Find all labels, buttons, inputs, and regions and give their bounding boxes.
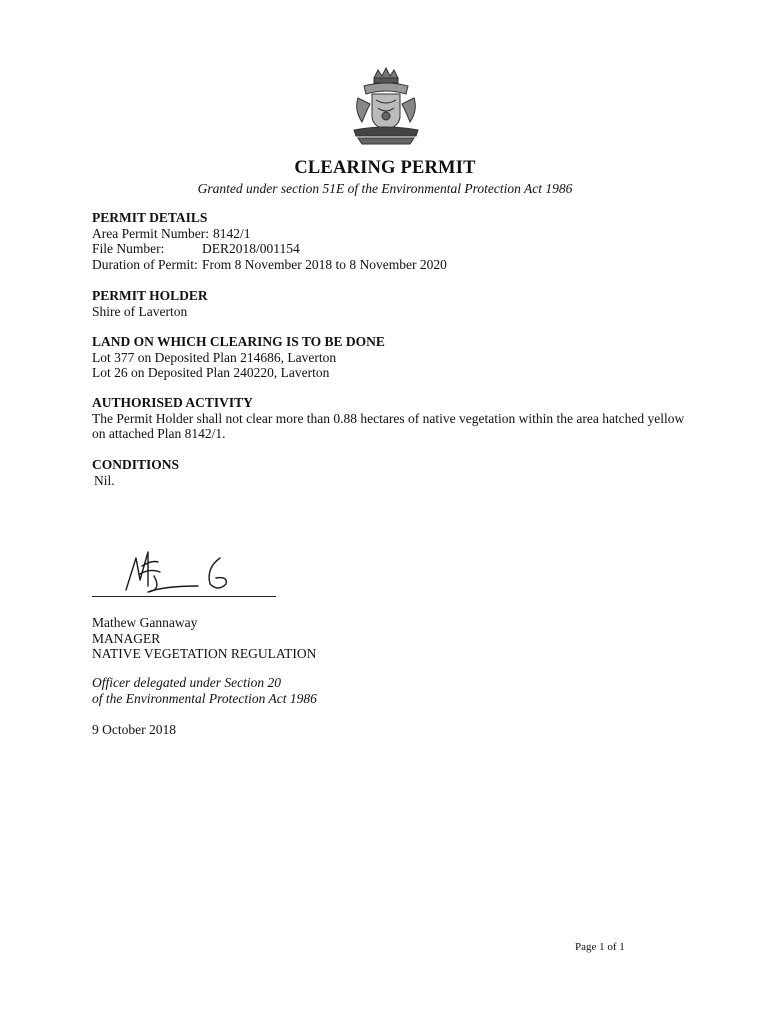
duration-label: Duration of Permit: [92,256,198,272]
signatory-name: Mathew Gannaway [92,615,198,630]
land-line: Lot 377 on Deposited Plan 214686, Laverton [92,349,337,365]
authorised-activity-heading: AUTHORISED ACTIVITY [92,395,253,410]
conditions-text: Nil. [94,472,115,488]
signatory-position: MANAGER [92,630,161,646]
permit-details-section [92,210,447,272]
delegation-line-1: Officer delegated under Section 20 [92,675,281,690]
document-title: CLEARING PERMIT [294,158,476,178]
conditions-section [92,457,179,488]
conditions-heading: CONDITIONS [92,457,180,472]
duration-row [92,257,447,273]
authorised-activity-text: The Permit Holder shall not clear more than 0.88 hectares of native vegetation within the area hatched yellow on attached Plan 8142/1. [92,410,685,441]
file-number-row [92,241,447,257]
area-permit-number-label: Area Permit Number: [92,225,209,241]
delegation-line-2: of the Environmental Protection Act 1986 [92,690,317,706]
area-permit-number-row [92,226,447,242]
signatory-unit: NATIVE VEGETATION REGULATION [92,646,317,661]
permit-holder-heading: PERMIT HOLDER [92,288,208,303]
delegation-block [92,675,317,706]
file-number-label: File Number: [92,241,165,256]
land-line: Lot 26 on Deposited Plan 240220, Laverton [92,365,330,380]
duration-value: From 8 November 2018 to 8 November 2020 [202,256,447,272]
land-section [92,334,385,381]
area-permit-number-value: 8142/1 [212,225,251,241]
permit-holder-name: Shire of Laverton [92,303,188,319]
permit-details-heading: PERMIT DETAILS [92,210,208,225]
authorised-activity-section [92,395,692,442]
coat-of-arms-icon [344,64,428,148]
issue-date: 9 October 2018 [92,722,176,737]
file-number-value: DER2018/001154 [202,241,300,256]
signature-line [92,596,276,597]
land-heading: LAND ON WHICH CLEARING IS TO BE DONE [92,334,385,349]
permit-holder-section [92,288,208,319]
document-subtitle: Granted under section 51E of the Environmental Protection Act 1986 [197,181,573,196]
page-number: Page 1 of 1 [575,941,625,953]
signatory-block [92,615,316,662]
